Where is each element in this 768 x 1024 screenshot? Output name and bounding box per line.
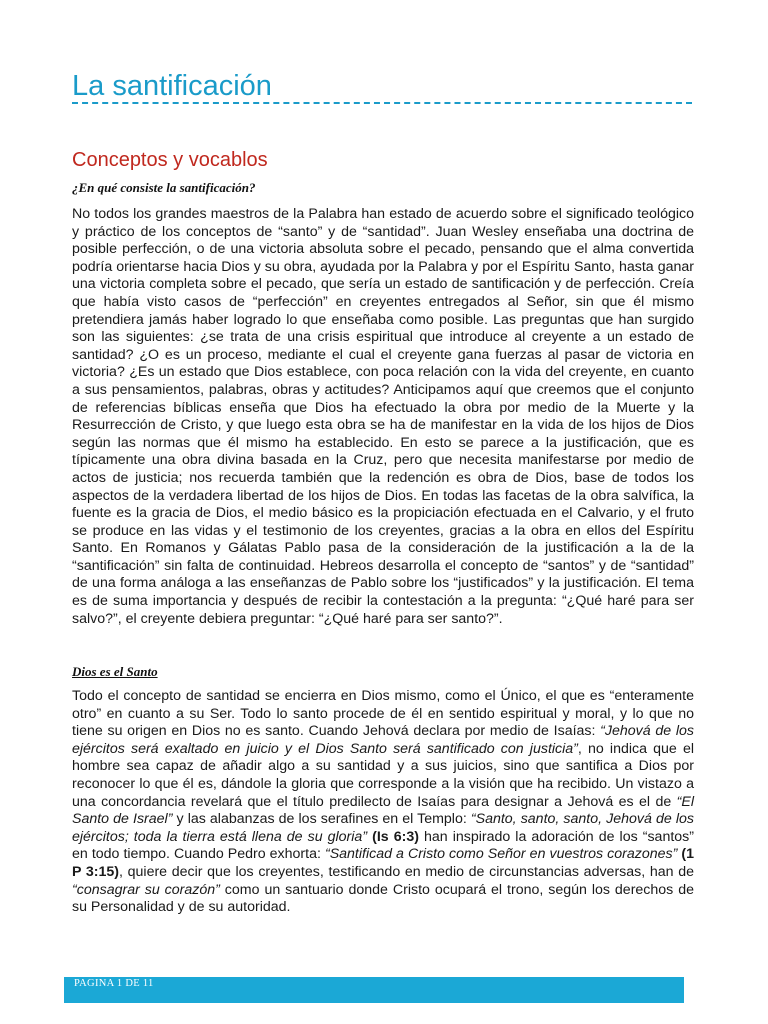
p2-quote-pedro: “Santificad a Cristo como Señor en vuestros corazones”: [324, 846, 678, 863]
p2-reference-is-6-3: (Is 6:3): [372, 828, 419, 845]
p2-quote-santo-de-israel: “El Santo de Israel”: [72, 793, 694, 828]
p2-text-5: , quiere decir que los creyentes, testificando en medio de circunstancias adversas, han de: [119, 863, 694, 880]
p2-text-2: , no indica que el hombre sea capaz de añadir algo a su santidad y a sus juicios, sino que santifica a Dios por reconocer lo que él es, dándole la gloria que corresponde a la visión que ha recibido. Un vistazo a una concordancia revelará que el título predilecto de Isaías para designar a Jehová es el de: [72, 740, 694, 810]
p2-text-4: han inspirado la adoración de los “santos” en todo tiempo. Cuando Pedro exhorta:: [72, 828, 694, 863]
subheading-dios-es-el-santo: Dios es el Santo: [72, 664, 158, 679]
footer-bar: [64, 977, 684, 1003]
page-number-label: PAGINA 1 DE 11: [74, 978, 154, 989]
page-title: La santificación: [72, 70, 272, 102]
p2-text-6: como un santuario donde Cristo ocupará el trono, según los derechos de su Personalidad y de su autoridad.: [72, 881, 694, 916]
p2-reference-1p-3-15: (1 P 3:15): [72, 846, 694, 880]
section-heading: Conceptos y vocablos: [72, 149, 268, 171]
title-dashed-divider: [72, 102, 692, 104]
p2-text-3: y las alabanzas de los serafines en el Templo:: [172, 811, 471, 828]
body-paragraph-1: No todos los grandes maestros de la Palabra han estado de acuerdo sobre el significado teológico y práctico de los conceptos de “santo” y de “santidad”. Juan Wesley enseñaba una doctrina de posible perfección, o de una victoria absoluta sobre el pecado, pensando que el alma convertida podría orientarse hacia Dios y su obra, ayudada por la Palabra y por el Espíritu Santo, hasta ganar una victoria completa sobre el pecado, que sería un estado de santificación y de perfección. Creía que había visto casos de “perfección” en creyentes entregados al Señor, sin que él mismo pretendiera jamás haber logrado lo que enseñaba como posible. Las preguntas que han surgido son las siguientes: ¿se trata de una crisis espiritual que introduce al creyente a un estado de santidad? ¿O es un proceso, mediante el cual el creyente gana fuerzas al pasar de victoria en victoria? ¿Es un estado que Dios establece, con poca relación con la vida del creyente, en cuanto a sus pensamientos, palabras, obras y actitudes? Anticipamos aquí que creemos que el conjunto de referencias bíblicas enseña que Dios ha efectuado la obra por medio de la Muerte y la Resurrección de Cristo, y que luego esta obra se ha de manifestar en la vida de los hijos de Dios según las normas que él mismo ha establecido. En esto se parece a la justificación, que es típicamente una obra divina basada en la Cruz, pero que necesita manifestarse por medio de actos de justicia; nos recuerda también que la redención es obra de Dios, base de todos los aspectos de la verdadera libertad de los hijos de Dios. En todas las facetas de la obra salvífica, la fuente es la gracia de Dios, el medio básico es la propiciación efectuada en el Calvario, y el fruto se produce en las vidas y el testimonio de los creyentes, gracias a la obra en ellos del Espíritu Santo. En Romanos y Gálatas Pablo pasa de la consideración de la justificación a la de la “santificación” sin falta de continuidad. Hebreos desarrolla el concepto de “santos” y de “santidad” de una forma análoga a las enseñanzas de Pablo sobre los “justificados” y la justificación. El tema es de suma importancia y después de recibir la contestación a la pregunta: “¿Qué haré para ser salvo?”, el creyente debiera preguntar: “¿Qué haré para ser santo?”.: [72, 206, 694, 627]
body-paragraph-2: [72, 688, 694, 917]
p2-quote-serafines: “Santo, santo, santo, Jehová de los ejércitos; toda la tierra está llena de su gloria”: [72, 811, 694, 845]
question-heading: ¿En qué consiste la santificación?: [72, 180, 256, 195]
p2-quote-consagrar: “consagrar su corazón”: [72, 881, 220, 898]
p2-quote-isaias: “Jehová de los ejércitos será exaltado en juicio y el Dios Santo será santificado con justicia”: [72, 723, 694, 757]
p2-text-1: Todo el concepto de santidad se encierra en Dios mismo, como el Único, el que es “enteramente otro” en cuanto a su Ser. Todo lo santo procede de él en sentido espiritual y moral, y lo que no tiene su origen en Dios no es santo. Cuando Jehová declara por medio de Isaías:: [72, 688, 694, 740]
